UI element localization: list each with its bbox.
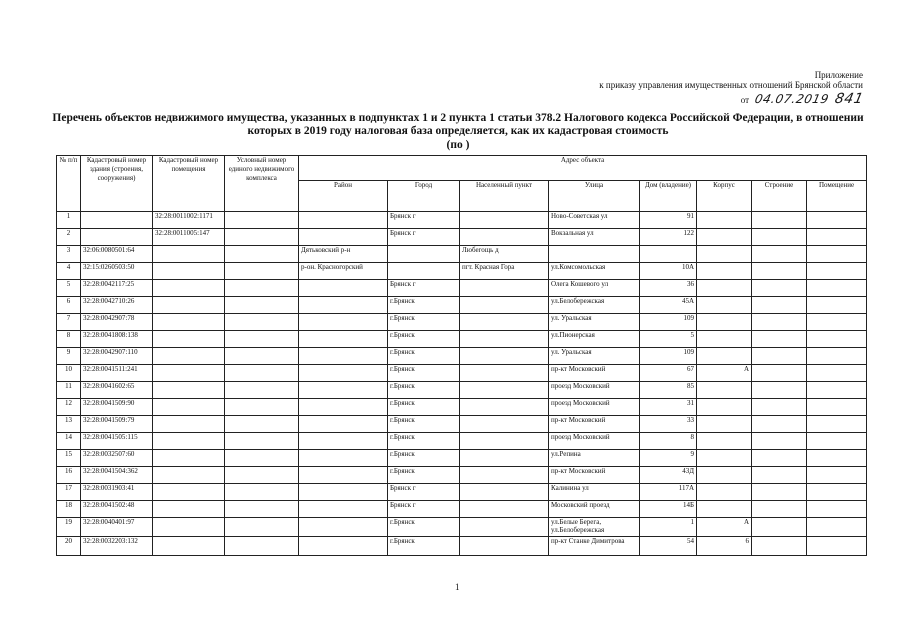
cell-settlement — [460, 433, 549, 450]
cell-row-number: 3 — [57, 246, 81, 263]
cell-stroenie — [752, 433, 807, 450]
cell-stroenie — [752, 297, 807, 314]
table-row — [57, 484, 867, 501]
table-row — [57, 263, 867, 280]
cell-district: р-он. Красногорский — [299, 263, 388, 280]
cell-cond-number — [225, 348, 299, 365]
cell-house: 5 — [640, 331, 697, 348]
cell-cad-room — [153, 331, 225, 348]
cell-settlement — [460, 280, 549, 297]
cell-stroenie — [752, 399, 807, 416]
cell-cad-room — [153, 450, 225, 467]
cell-street: Московский проезд — [549, 501, 640, 518]
table-row — [57, 450, 867, 467]
cell-city: г.Брянск — [388, 314, 460, 331]
cell-korpus — [697, 399, 752, 416]
cell-row-number: 8 — [57, 331, 81, 348]
cell-cad-room — [153, 467, 225, 484]
cell-street: ул.Белобережская — [549, 297, 640, 314]
cell-cad-building: 32:28:0040401:97 — [81, 518, 153, 537]
cell-row-number: 12 — [57, 399, 81, 416]
cell-stroenie — [752, 280, 807, 297]
cell-settlement — [460, 297, 549, 314]
col-stroenie-header: Строение — [752, 181, 807, 212]
cell-house: 43Д — [640, 467, 697, 484]
cell-street: ул.Репина — [549, 450, 640, 467]
cell-row-number: 7 — [57, 314, 81, 331]
table-body — [57, 212, 867, 556]
cell-house: 54 — [640, 537, 697, 556]
cell-room — [807, 484, 867, 501]
cell-settlement — [460, 537, 549, 556]
cell-house: 1 — [640, 518, 697, 537]
col-settlement-header: Населенный пункт — [460, 181, 549, 212]
cell-cad-building: 32:28:0041808:138 — [81, 331, 153, 348]
col-street-header: Улица — [549, 181, 640, 212]
cell-cad-building: 32:28:0041602:65 — [81, 382, 153, 399]
cell-stroenie — [752, 246, 807, 263]
col-cond-number-header: Условный номер единого недвижимого комплекса — [225, 156, 299, 212]
handwritten-date: 04.07.2019 — [753, 92, 831, 106]
col-num-header: № п/п — [57, 156, 81, 212]
cell-settlement — [460, 518, 549, 537]
cell-street: проезд Московский — [549, 399, 640, 416]
cell-city: г.Брянск — [388, 348, 460, 365]
cell-room — [807, 467, 867, 484]
table-row — [57, 467, 867, 484]
cell-room — [807, 263, 867, 280]
cell-korpus — [697, 280, 752, 297]
cell-korpus — [697, 212, 752, 229]
cell-city — [388, 246, 460, 263]
cell-street: ул.Пионерская — [549, 331, 640, 348]
cell-cond-number — [225, 314, 299, 331]
document-title-line1: Перечень объектов недвижимого имущества, указанных в подпунктах 1 и 2 пункта 1 статьи 378.2 Налогового кодекса Российской Федерации, в отношении — [52, 112, 864, 124]
cell-city: г.Брянск — [388, 537, 460, 556]
cell-row-number: 16 — [57, 467, 81, 484]
table-row — [57, 297, 867, 314]
cell-cad-room — [153, 416, 225, 433]
order-date-line — [741, 91, 863, 107]
cell-korpus — [697, 314, 752, 331]
cell-korpus — [697, 501, 752, 518]
cell-cad-room — [153, 399, 225, 416]
table-row — [57, 537, 867, 556]
cell-cond-number — [225, 297, 299, 314]
cell-cad-building: 32:28:0042117:25 — [81, 280, 153, 297]
cell-cad-building: 32:28:0041505:115 — [81, 433, 153, 450]
table-row — [57, 246, 867, 263]
cell-settlement — [460, 314, 549, 331]
cell-street: ул.Белые Берега, ул.Белобережская — [549, 518, 640, 537]
cell-cond-number — [225, 518, 299, 537]
cell-room — [807, 365, 867, 382]
cell-cond-number — [225, 212, 299, 229]
cell-city: Брянск г — [388, 229, 460, 246]
cell-korpus — [697, 331, 752, 348]
cell-district — [299, 314, 388, 331]
cell-cond-number — [225, 365, 299, 382]
cell-room — [807, 433, 867, 450]
cell-district — [299, 229, 388, 246]
cell-city: г.Брянск — [388, 433, 460, 450]
cell-row-number: 6 — [57, 297, 81, 314]
cell-cad-room: 32:28:0011005:147 — [153, 229, 225, 246]
cell-cad-room: 32:28:0011002:1171 — [153, 212, 225, 229]
cell-stroenie — [752, 416, 807, 433]
cell-korpus — [697, 484, 752, 501]
table-row — [57, 365, 867, 382]
cell-city: г.Брянск — [388, 467, 460, 484]
cell-city: г.Брянск — [388, 450, 460, 467]
cell-house: 10А — [640, 263, 697, 280]
cell-room — [807, 501, 867, 518]
cell-cond-number — [225, 501, 299, 518]
cell-house: 109 — [640, 348, 697, 365]
cell-row-number: 5 — [57, 280, 81, 297]
cell-district — [299, 467, 388, 484]
cell-street: Калинина ул — [549, 484, 640, 501]
cell-room — [807, 416, 867, 433]
cell-cad-building: 32:28:0041504:362 — [81, 467, 153, 484]
cell-room — [807, 314, 867, 331]
cell-city: г.Брянск — [388, 331, 460, 348]
cell-room — [807, 348, 867, 365]
cell-row-number: 10 — [57, 365, 81, 382]
col-city-header: Город — [388, 181, 460, 212]
table-row — [57, 501, 867, 518]
cell-row-number: 18 — [57, 501, 81, 518]
cell-row-number: 20 — [57, 537, 81, 556]
cell-korpus — [697, 450, 752, 467]
cell-cond-number — [225, 450, 299, 467]
cell-cad-building: 32:28:0041509:79 — [81, 416, 153, 433]
cell-street: Ново-Советская ул — [549, 212, 640, 229]
cell-settlement: пгт. Красная Гора — [460, 263, 549, 280]
cell-stroenie — [752, 263, 807, 280]
cell-row-number: 1 — [57, 212, 81, 229]
cell-district — [299, 416, 388, 433]
cell-stroenie — [752, 450, 807, 467]
cell-settlement: Любегощь д — [460, 246, 549, 263]
cell-row-number: 14 — [57, 433, 81, 450]
handwritten-number: 841 — [833, 91, 865, 107]
cell-house: 14Б — [640, 501, 697, 518]
cell-cad-building: 32:28:0032203:132 — [81, 537, 153, 556]
table-row — [57, 416, 867, 433]
cell-cad-building: 32:28:0042710:26 — [81, 297, 153, 314]
cell-stroenie — [752, 314, 807, 331]
cell-house: 109 — [640, 314, 697, 331]
cell-stroenie — [752, 537, 807, 556]
appendix-label: Приложение — [814, 70, 863, 80]
cell-settlement — [460, 501, 549, 518]
cell-cad-room — [153, 246, 225, 263]
cell-street: пр-кт Московский — [549, 365, 640, 382]
cell-room — [807, 399, 867, 416]
cell-room — [807, 537, 867, 556]
cell-district — [299, 450, 388, 467]
cell-house: 36 — [640, 280, 697, 297]
cell-row-number: 15 — [57, 450, 81, 467]
cell-city: г.Брянск — [388, 365, 460, 382]
cell-cad-building — [81, 212, 153, 229]
address-group-header: Адрес объекта — [299, 156, 867, 181]
cell-city: Брянск г — [388, 280, 460, 297]
cell-cad-room — [153, 537, 225, 556]
cell-house: 85 — [640, 382, 697, 399]
cell-cond-number — [225, 331, 299, 348]
cell-house: 8 — [640, 433, 697, 450]
cell-cad-building — [81, 229, 153, 246]
cell-district — [299, 331, 388, 348]
cell-korpus — [697, 263, 752, 280]
cell-district: Дятьковский р-н — [299, 246, 388, 263]
cell-house: 33 — [640, 416, 697, 433]
table-row — [57, 212, 867, 229]
col-korpus-header: Корпус — [697, 181, 752, 212]
cell-house: 117А — [640, 484, 697, 501]
cell-house: 45А — [640, 297, 697, 314]
cell-korpus: А — [697, 365, 752, 382]
cell-cad-building: 32:28:0041509:90 — [81, 399, 153, 416]
cell-room — [807, 331, 867, 348]
table-row — [57, 229, 867, 246]
cell-cond-number — [225, 399, 299, 416]
cell-korpus — [697, 348, 752, 365]
cell-row-number: 19 — [57, 518, 81, 537]
cell-settlement — [460, 416, 549, 433]
cell-row-number: 11 — [57, 382, 81, 399]
cell-korpus — [697, 297, 752, 314]
cell-room — [807, 450, 867, 467]
cell-row-number: 4 — [57, 263, 81, 280]
col-house-header: Дом (владение) — [640, 181, 697, 212]
cell-stroenie — [752, 348, 807, 365]
cell-room — [807, 382, 867, 399]
cell-korpus — [697, 467, 752, 484]
cell-settlement — [460, 331, 549, 348]
order-reference: к приказу управления имущественных отношений Брянской области — [599, 80, 863, 90]
document-title-line2: которых в 2019 году налоговая база определяется, как их кадастровая стоимость — [247, 125, 669, 137]
cell-settlement — [460, 348, 549, 365]
cell-district — [299, 399, 388, 416]
document-title-line3: (по ) — [446, 139, 470, 151]
cell-cad-building: 32:28:0041511:241 — [81, 365, 153, 382]
cell-korpus — [697, 433, 752, 450]
cell-cad-building: 32:28:0032507:60 — [81, 450, 153, 467]
cell-street: ул.Комсомольская — [549, 263, 640, 280]
cell-room — [807, 229, 867, 246]
cell-cond-number — [225, 433, 299, 450]
page-number: 1 — [455, 582, 460, 592]
cell-street: Олега Кошевого ул — [549, 280, 640, 297]
cell-row-number: 9 — [57, 348, 81, 365]
cell-row-number: 13 — [57, 416, 81, 433]
cell-cond-number — [225, 416, 299, 433]
cell-house: 67 — [640, 365, 697, 382]
cell-district — [299, 501, 388, 518]
cell-cad-building: 32:28:0041502:48 — [81, 501, 153, 518]
cell-cad-building: 32:28:0042907:110 — [81, 348, 153, 365]
cell-cond-number — [225, 484, 299, 501]
cell-street: пр-кт Московский — [549, 467, 640, 484]
cell-room — [807, 297, 867, 314]
table-header-row — [57, 156, 867, 181]
cell-cad-room — [153, 382, 225, 399]
cell-room — [807, 246, 867, 263]
cell-city: г.Брянск — [388, 399, 460, 416]
cell-cad-room — [153, 297, 225, 314]
table-row — [57, 382, 867, 399]
cell-cond-number — [225, 467, 299, 484]
cell-district — [299, 382, 388, 399]
cell-street: ул. Уральская — [549, 348, 640, 365]
cell-street: пр-кт Станке Димитрова — [549, 537, 640, 556]
cell-district — [299, 537, 388, 556]
cell-house: 31 — [640, 399, 697, 416]
cell-stroenie — [752, 365, 807, 382]
cell-district — [299, 484, 388, 501]
cell-settlement — [460, 484, 549, 501]
cell-korpus — [697, 416, 752, 433]
cell-cad-room — [153, 433, 225, 450]
table-row — [57, 518, 867, 537]
cell-korpus: 6 — [697, 537, 752, 556]
table-row — [57, 399, 867, 416]
cell-cond-number — [225, 537, 299, 556]
cell-cad-room — [153, 501, 225, 518]
table-row — [57, 314, 867, 331]
cell-city: Брянск г — [388, 484, 460, 501]
cell-cad-room — [153, 314, 225, 331]
cell-cad-room — [153, 484, 225, 501]
cell-district — [299, 297, 388, 314]
cell-cad-room — [153, 280, 225, 297]
cell-district — [299, 212, 388, 229]
cell-settlement — [460, 467, 549, 484]
table-row — [57, 348, 867, 365]
cell-city: Брянск г — [388, 212, 460, 229]
cell-street: проезд Московский — [549, 382, 640, 399]
cell-cad-building: 32:15:0260503:50 — [81, 263, 153, 280]
cell-settlement — [460, 365, 549, 382]
cell-city: г.Брянск — [388, 518, 460, 537]
cell-room — [807, 518, 867, 537]
cell-settlement — [460, 212, 549, 229]
cell-district — [299, 348, 388, 365]
cell-district — [299, 433, 388, 450]
cell-korpus — [697, 382, 752, 399]
cell-house: 9 — [640, 450, 697, 467]
cell-stroenie — [752, 331, 807, 348]
col-cad-building-header: Кадастровый номер здания (строения, сооружения) — [81, 156, 153, 212]
cell-settlement — [460, 399, 549, 416]
cell-city: Брянск г — [388, 501, 460, 518]
col-cad-room-header: Кадастровый номер помещения — [153, 156, 225, 212]
table-row — [57, 280, 867, 297]
cell-cad-room — [153, 365, 225, 382]
cell-cond-number — [225, 246, 299, 263]
cell-cond-number — [225, 382, 299, 399]
cell-row-number: 2 — [57, 229, 81, 246]
cell-cond-number — [225, 280, 299, 297]
cell-district — [299, 518, 388, 537]
col-room-header: Помещение — [807, 181, 867, 212]
cell-house: 91 — [640, 212, 697, 229]
cell-street: ул. Уральская — [549, 314, 640, 331]
table-row — [57, 331, 867, 348]
cell-district — [299, 365, 388, 382]
date-prefix: от — [740, 95, 750, 105]
cell-korpus: А — [697, 518, 752, 537]
cell-city — [388, 263, 460, 280]
cell-city: г.Брянск — [388, 416, 460, 433]
cell-room — [807, 212, 867, 229]
cell-cad-room — [153, 263, 225, 280]
cell-house: 122 — [640, 229, 697, 246]
cell-district — [299, 280, 388, 297]
cell-settlement — [460, 382, 549, 399]
cell-cad-room — [153, 348, 225, 365]
cell-stroenie — [752, 467, 807, 484]
cell-stroenie — [752, 229, 807, 246]
cell-cond-number — [225, 229, 299, 246]
cell-cond-number — [225, 263, 299, 280]
cell-street: проезд Московский — [549, 433, 640, 450]
cell-row-number: 17 — [57, 484, 81, 501]
cell-stroenie — [752, 501, 807, 518]
cell-stroenie — [752, 484, 807, 501]
cell-settlement — [460, 229, 549, 246]
cell-city: г.Брянск — [388, 382, 460, 399]
cell-korpus — [697, 246, 752, 263]
cell-stroenie — [752, 518, 807, 537]
cell-street — [549, 246, 640, 263]
cell-street: пр-кт Московский — [549, 416, 640, 433]
col-district-header: Район — [299, 181, 388, 212]
table-row — [57, 433, 867, 450]
cell-room — [807, 280, 867, 297]
cell-city: г.Брянск — [388, 297, 460, 314]
cell-cad-room — [153, 518, 225, 537]
cell-korpus — [697, 229, 752, 246]
cell-cad-building: 32:28:0031903:41 — [81, 484, 153, 501]
property-table — [56, 155, 867, 556]
cell-street: Вокзальная ул — [549, 229, 640, 246]
cell-cad-building: 32:06:0080501:64 — [81, 246, 153, 263]
cell-stroenie — [752, 382, 807, 399]
cell-house — [640, 246, 697, 263]
cell-stroenie — [752, 212, 807, 229]
cell-cad-building: 32:28:0042907:78 — [81, 314, 153, 331]
cell-settlement — [460, 450, 549, 467]
